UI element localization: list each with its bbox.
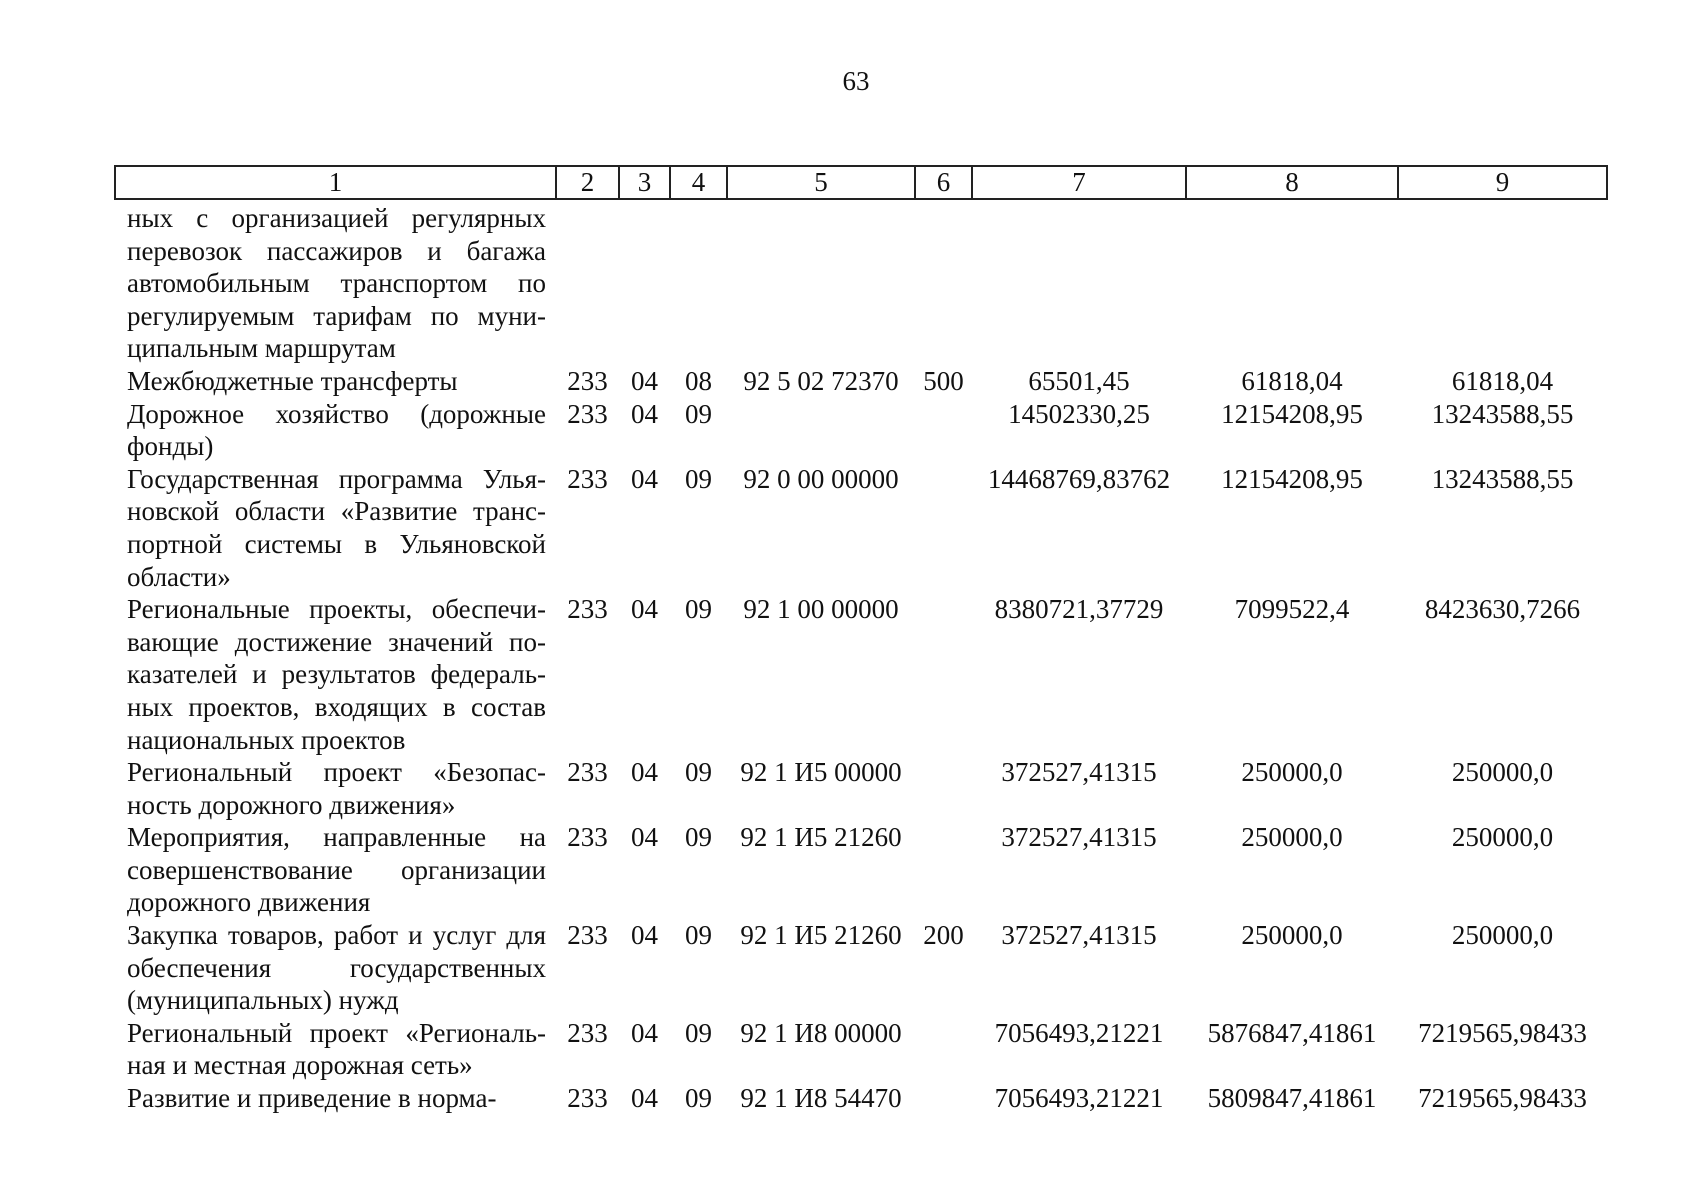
amount-year-1: 7056493,21221	[994, 1083, 1164, 1114]
amount-year-2: 61818,04	[1241, 365, 1343, 396]
code-expense-type	[915, 398, 972, 463]
amount-year-3: 13243588,55	[1431, 398, 1574, 429]
row-name: Региональный проект «Региональ-ная и местная дорожная сеть»	[127, 1017, 546, 1081]
table-row	[115, 1017, 1607, 1082]
code-subsection: 09	[685, 1083, 712, 1114]
code-expense-type	[915, 756, 972, 821]
table-row	[115, 398, 1607, 463]
row-name: Мероприятия, направленные на совершенствование организации дорожного движения	[127, 822, 546, 918]
amount-year-1: 7056493,21221	[994, 1017, 1164, 1048]
amount-year-1: 14502330,25	[1008, 398, 1150, 429]
amount-year-2	[1186, 199, 1398, 365]
amount-year-3: 250000,0	[1451, 920, 1554, 951]
amount-year-1: 65501,45	[1028, 365, 1130, 396]
row-name: Дорожное хозяйство (дорожные фонды)	[127, 398, 546, 462]
table-row	[115, 821, 1607, 919]
col-header-6: 6	[915, 166, 972, 199]
row-name: Региональные проекты, обеспечи-вающие достижение значений по-казателей и результатов федераль-ных проектов, входящих в состав национальных проектов	[127, 594, 546, 755]
code-section	[619, 199, 670, 365]
code-expense-type	[915, 1017, 972, 1082]
code-ministry: 233	[567, 1017, 608, 1048]
row-name: Закупка товаров, работ и услуг для обеспечения государственных (муниципальных) нужд	[127, 920, 546, 1016]
table-row	[115, 463, 1607, 593]
code-section: 04	[631, 757, 658, 788]
amount-year-3: 7219565,98433	[1418, 1017, 1587, 1048]
table-row	[115, 1082, 1607, 1115]
code-ministry: 233	[567, 1083, 608, 1114]
code-section: 04	[631, 822, 658, 853]
code-section: 04	[631, 398, 658, 429]
amount-year-1: 372527,41315	[1001, 920, 1157, 951]
table-row	[115, 365, 1607, 398]
col-header-9: 9	[1398, 166, 1607, 199]
page-number: 63	[842, 66, 870, 96]
col-header-8: 8	[1186, 166, 1398, 199]
col-header-3: 3	[619, 166, 670, 199]
code-section: 04	[631, 594, 658, 625]
row-name: Межбюджетные трансферты	[127, 365, 458, 396]
code-ministry: 233	[567, 365, 608, 396]
amount-year-2: 7099522,4	[1234, 594, 1350, 625]
row-name: Региональный проект «Безопас-ность дорожного движения»	[127, 757, 546, 820]
code-target: 92 1 00 00000	[743, 594, 899, 625]
code-ministry: 233	[567, 398, 608, 429]
code-subsection: 09	[685, 398, 712, 429]
amount-year-2: 5876847,41861	[1207, 1017, 1377, 1048]
code-section: 04	[631, 920, 658, 951]
row-name: Государственная программа Улья-новской области «Развитие транс-портной системы в Ульяновской области»	[127, 463, 546, 592]
table-header	[115, 166, 1607, 199]
code-target: 92 5 02 72370	[743, 365, 899, 396]
code-subsection: 09	[685, 594, 712, 625]
code-ministry: 233	[567, 920, 608, 951]
code-target	[727, 199, 915, 365]
code-expense-type: 500	[923, 365, 964, 396]
code-section: 04	[631, 1083, 658, 1114]
amount-year-2: 12154208,95	[1221, 463, 1363, 494]
budget-table	[114, 165, 1608, 1115]
code-expense-type	[915, 199, 972, 365]
code-ministry: 233	[567, 594, 608, 625]
table-row	[115, 756, 1607, 821]
table-row	[115, 593, 1607, 756]
col-header-2: 2	[556, 166, 619, 199]
code-target: 92 1 И8 00000	[740, 1017, 902, 1048]
table-body	[115, 199, 1607, 1115]
code-section: 04	[631, 1017, 658, 1048]
col-header-1: 1	[115, 166, 556, 199]
code-ministry: 233	[567, 463, 608, 494]
row-name: Развитие и приведение в норма-	[127, 1083, 497, 1114]
code-ministry	[556, 199, 619, 365]
code-expense-type	[915, 593, 972, 756]
amount-year-3: 250000,0	[1451, 757, 1554, 788]
amount-year-1: 372527,41315	[1001, 822, 1157, 853]
code-subsection: 08	[685, 365, 712, 396]
code-subsection	[670, 199, 727, 365]
amount-year-2: 250000,0	[1241, 822, 1343, 853]
amount-year-2: 5809847,41861	[1207, 1083, 1377, 1114]
code-subsection: 09	[685, 822, 712, 853]
code-subsection: 09	[685, 757, 712, 788]
table-row	[115, 919, 1607, 1017]
code-target: 92 0 00 00000	[743, 463, 899, 494]
code-target: 92 1 И5 21260	[740, 920, 902, 951]
code-expense-type	[915, 821, 972, 919]
amount-year-2: 12154208,95	[1221, 398, 1363, 429]
code-ministry: 233	[567, 757, 608, 788]
amount-year-1: 8380721,37729	[994, 594, 1164, 625]
code-subsection: 09	[685, 1017, 712, 1048]
code-expense-type: 200	[923, 920, 964, 951]
amount-year-3	[1398, 199, 1607, 365]
code-section: 04	[631, 365, 658, 396]
amount-year-3: 250000,0	[1451, 822, 1554, 853]
code-section: 04	[631, 463, 658, 494]
amount-year-1	[972, 199, 1186, 365]
col-header-7: 7	[972, 166, 1186, 199]
row-name: ных с организацией регулярных перевозок пассажиров и багажа автомобильным транспортом по регулируемым тарифам по муни-ципальным маршрутам	[127, 203, 546, 364]
header-row	[115, 166, 1607, 199]
code-subsection: 09	[685, 920, 712, 951]
code-subsection: 09	[685, 463, 712, 494]
amount-year-3: 61818,04	[1451, 365, 1554, 396]
table-row	[115, 199, 1607, 365]
amount-year-3: 7219565,98433	[1418, 1083, 1587, 1114]
code-ministry: 233	[567, 822, 608, 853]
code-target: 92 1 И8 54470	[740, 1083, 902, 1114]
amount-year-2: 250000,0	[1241, 757, 1343, 788]
code-target: 92 1 И5 00000	[740, 757, 902, 788]
code-target	[727, 398, 915, 463]
code-expense-type	[915, 463, 972, 593]
col-header-5: 5	[727, 166, 915, 199]
code-expense-type	[915, 1082, 972, 1115]
amount-year-1: 14468769,83762	[987, 463, 1171, 494]
col-header-4: 4	[670, 166, 727, 199]
code-target: 92 1 И5 21260	[740, 822, 902, 853]
amount-year-3: 8423630,7266	[1424, 594, 1581, 625]
amount-year-1: 372527,41315	[1001, 757, 1157, 788]
amount-year-2: 250000,0	[1241, 920, 1343, 951]
amount-year-3: 13243588,55	[1431, 463, 1574, 494]
